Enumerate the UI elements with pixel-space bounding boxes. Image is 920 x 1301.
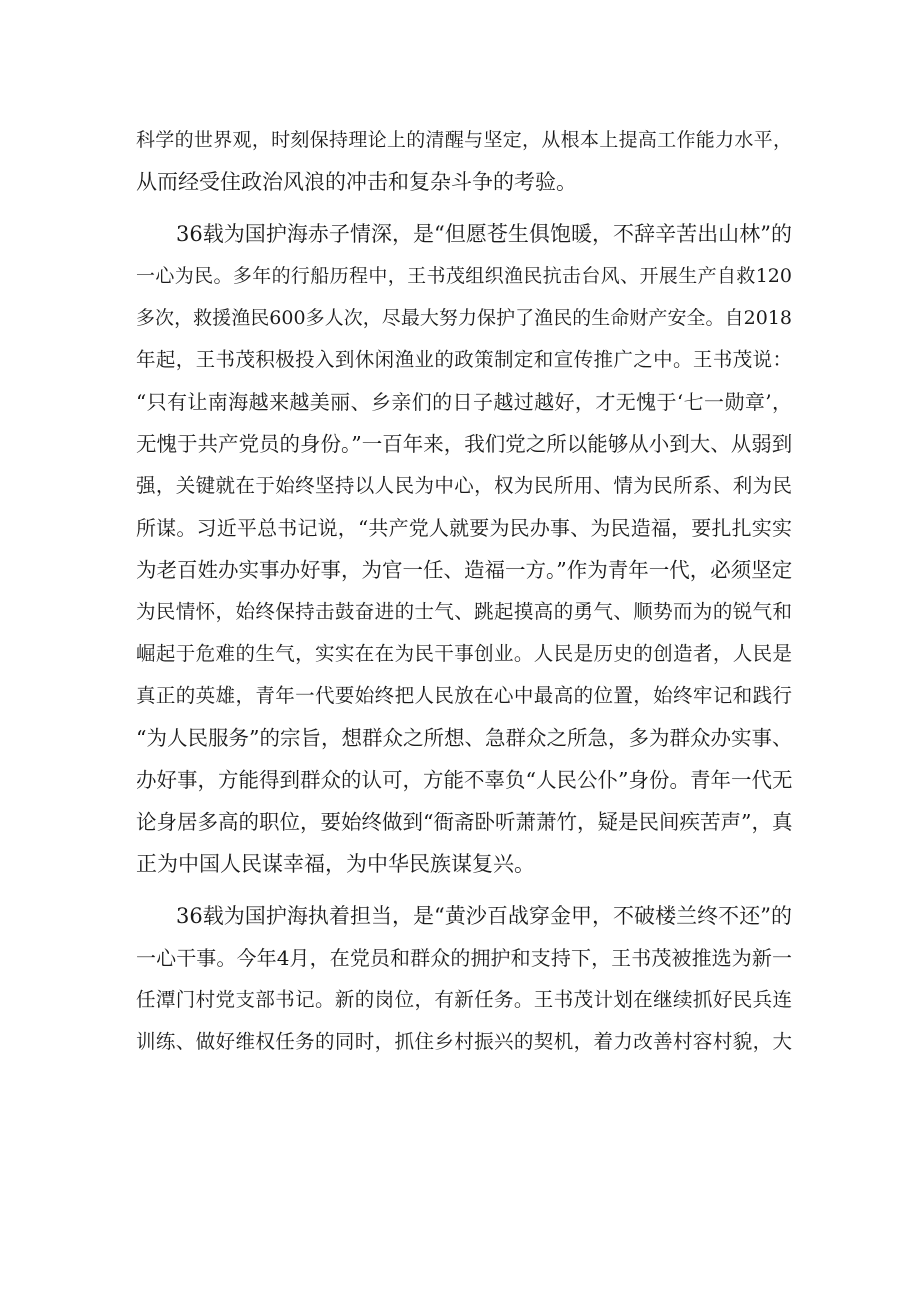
text-line: 论身居多高的职位，要始终做到“衙斋卧听萧萧竹，疑是民间疾苦声”，真: [136, 810, 793, 834]
text-line: 多次，救援渔民600多人次，尽最大努力保护了渔民的生命财产安全。自2018: [136, 307, 792, 329]
paragraph-first-line: 36载为国护海执着担当，是“黄沙百战穿金甲，不破楼兰终不还”的: [176, 904, 792, 928]
text-line: 真正的英雄，青年一代要始终把人民放在心中最高的位置，始终牢记和践行: [136, 684, 792, 707]
text-line: 一心为民。多年的行船历程中，王书茂组织渔民抗击台风、开展生产自救120: [136, 265, 792, 287]
text-line: 办好事，方能得到群众的认可，方能不辜负“人民公仆”身份。青年一代无: [136, 768, 793, 792]
text-line: “为人民服务”的宗旨，想群众之所想、急群众之所急，多为群众办实事、: [136, 726, 793, 750]
text-line: 一心干事。今年4月，在党员和群众的拥护和支持下，王书茂被推选为新一: [136, 946, 792, 970]
text-line: 科学的世界观，时刻保持理论上的清醒与坚定，从根本上提高工作能力水平，: [136, 129, 792, 151]
text-line: 训练、做好维权任务的同时，抓住乡村振兴的契机，着力改善村容村貌，大: [136, 1030, 792, 1053]
text-line: 为老百姓办实事办好事，为官一任、造福一方。”作为青年一代，必须坚定: [136, 558, 793, 582]
text-line: “只有让南海越来越美丽、乡亲们的日子越过越好，才无愧于‘七一勋章’，: [136, 390, 792, 414]
paragraph-first-line: 36载为国护海赤子情深，是“但愿苍生俱饱暖，不辞辛苦出山林”的: [176, 222, 792, 246]
text-line: 正为中国人民谋幸福，为中华民族谋复兴。: [136, 852, 535, 876]
text-line: 任潭门村党支部书记。新的岗位，有新任务。王书茂计划在继续抓好民兵连: [136, 988, 792, 1011]
text-line: 所谋。习近平总书记说，“共产党人就要为民办事、为民造福，要扎扎实实: [136, 516, 792, 540]
text-line: 年起，王书茂积极投入到休闲渔业的政策制定和宣传推广之中。王书茂说：: [136, 348, 792, 371]
text-line: 为民情怀，始终保持击鼓奋进的士气、跳起摸高的勇气、顺势而为的锐气和: [136, 600, 792, 623]
text-line: 崛起于危难的生气，实实在在为民干事创业。人民是历史的创造者，人民是: [136, 642, 792, 665]
text-line: 无愧于共产党员的身份。”一百年来，我们党之所以能够从小到大、从弱到: [136, 432, 793, 456]
text-line: 从而经受住政治风浪的冲击和复杂斗争的考验。: [136, 170, 577, 194]
text-line: 强，关键就在于始终坚持以人民为中心，权为民所用、情为民所系、利为民: [136, 474, 792, 497]
